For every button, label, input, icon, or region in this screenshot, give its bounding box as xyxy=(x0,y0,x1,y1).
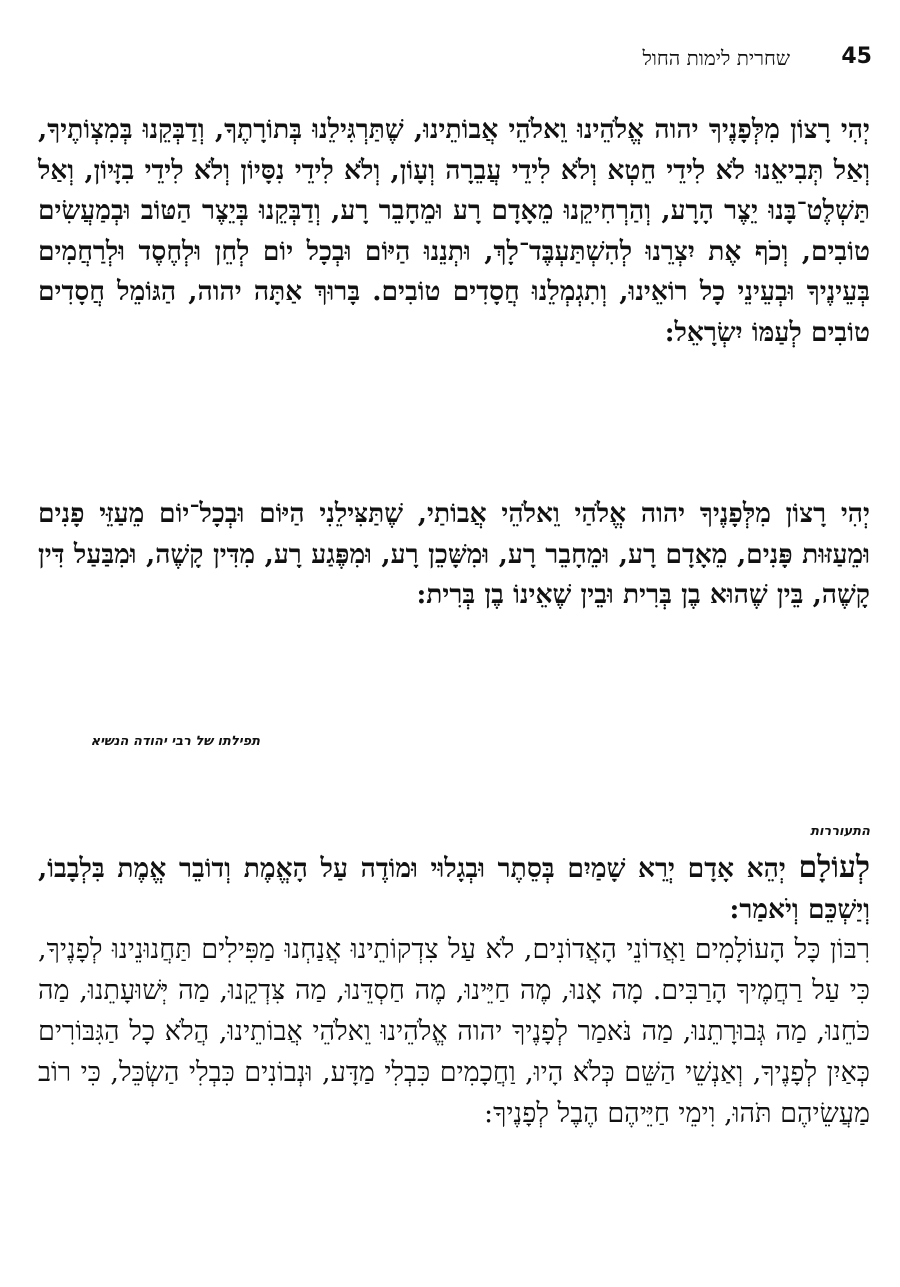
prayer-paragraph-1: יְהִי רָצוֹן מִלְּפָנֶיךָ יהוה אֱלֹהֵינוּ וֵאלֹהֵי אֲבוֹתֵינוּ, שֶׁתַּרְגִּילֵנוּ בְּתוֹרָתֶךָ, וְדַבְּקֵנוּ בְּמִצְוֹתֶיךָ, וְאַל תְּבִיאֵנוּ לֹא לִידֵי חֵטְא וְלֹא לִידֵי עֲבֵרָה וְעָוֹן, וְלֹא לִידֵי נִסָּיוֹן וְלֹא לִידֵי בִזָּיוֹן, וְאַל תַּשְׁלֶט־בָּנוּ יֵצֶר הָרָע, וְהַרְחִיקֵנוּ מֵאָדָם רָע וּמֵחָבֵר רָע, וְדַבְּקֵנוּ בְּיֵצֶר הַטּוֹב וּבְמַעֲשִׂים טוֹבִים, וְכֹף אֶת יִצְרֵנוּ לְהִשְׁתַּעְבֶּד־לָךְ, וּתְנֵנוּ הַיּוֹם וּבְכָל יוֹם לְחֵן וּלְחֶסֶד וּלְרַחֲמִים בְּעֵינֶיךָ וּבְעֵינֵי כָל רוֹאֵינוּ, וְתִגְמְלֵנוּ חֲסָדִים טוֹבִים. בָּרוּךְ אַתָּה יהוה, הַגּוֹמֵל חֲסָדִים טוֹבִים לְעַמּוֹ יִשְׂרָאֵל: xyxy=(38,114,870,348)
exhortation-text: יְהֵא אָדָם יְרֵא שָׁמַיִם בְּסֵתֶר וּבְגָלוּי וּמוֹדֶה עַל הָאֱמֶת וְדוֹבֵר אֱמֶת בִּלְבָבוֹ, וְיַשְׁכֵּם וְיֹאמַר: xyxy=(38,853,870,925)
exhortation-paragraph xyxy=(38,848,870,930)
ribon-paragraph: רִבּוֹן כָּל הָעוֹלָמִים וַאֲדוֹנֵי הָאֲדוֹנִים, לֹא עַל צִדְקוֹתֵינוּ אֲנַחְנוּ מַפִּילִים תַּחֲנוּנֵינוּ לְפָנֶיךָ, כִּי עַל רַחֲמֶיךָ הָרַבִּים. מָה אָנוּ, מֶה חַיֵּינוּ, מֶה חַסְדֵּנוּ, מַה צִּדְקֵנוּ, מַה יְּשׁוּעָתֵנוּ, מַה כֹּחֵנוּ, מַה גְּבוּרָתֵנוּ, מַה נֹּאמַר לְפָנֶיךָ יהוה אֱלֹהֵינוּ וֵאלֹהֵי אֲבוֹתֵינוּ, הֲלֹא כָל הַגִּבּוֹרִים כְּאַיִן לְפָנֶיךָ, וְאַנְשֵׁי הַשֵּׁם כְּלֹא הָיוּ, וַחֲכָמִים כִּבְלִי מַדָּע, וּנְבוֹנִים כִּבְלִי הַשְׂכֵּל, כִּי רוֹב מַעֲשֵׂיהֶם תֹּהוּ, וִימֵי חַיֵּיהֶם הֶבֶל לְפָנֶיךָ: xyxy=(38,934,870,1129)
section-caption-hitorerut: התעוררות xyxy=(810,824,870,839)
lead-word: לְעוֹלָם xyxy=(798,850,870,885)
page-header xyxy=(0,44,900,74)
running-title: שחרית לימות החול xyxy=(642,46,790,70)
section-caption-rabbi-yehuda: תפילתו של רבי יהודה הנשיא xyxy=(90,734,260,749)
prayer-paragraph-2: יְהִי רָצוֹן מִלְּפָנֶיךָ יהוה אֱלֹהַי וֵאלֹהֵי אֲבוֹתַי, שֶׁתַּצִּילֵנִי הַיּוֹם וּבְכָל־יוֹם מֵעַזֵּי פָנִים וּמֵעַזּוּת פָּנִים, מֵאָדָם רָע, וּמֵחָבֵר רָע, וּמִשָּׁכֵן רָע, וּמִפֶּגַע רָע, מִדִּין קָשֶׁה, וּמִבַּעַל דִּין קָשֶׁה, בֵּין שֶׁהוּא בֶן בְּרִית וּבֵין שֶׁאֵינוֹ בֶן בְּרִית: xyxy=(38,498,870,610)
page-number: 45 xyxy=(841,44,872,69)
